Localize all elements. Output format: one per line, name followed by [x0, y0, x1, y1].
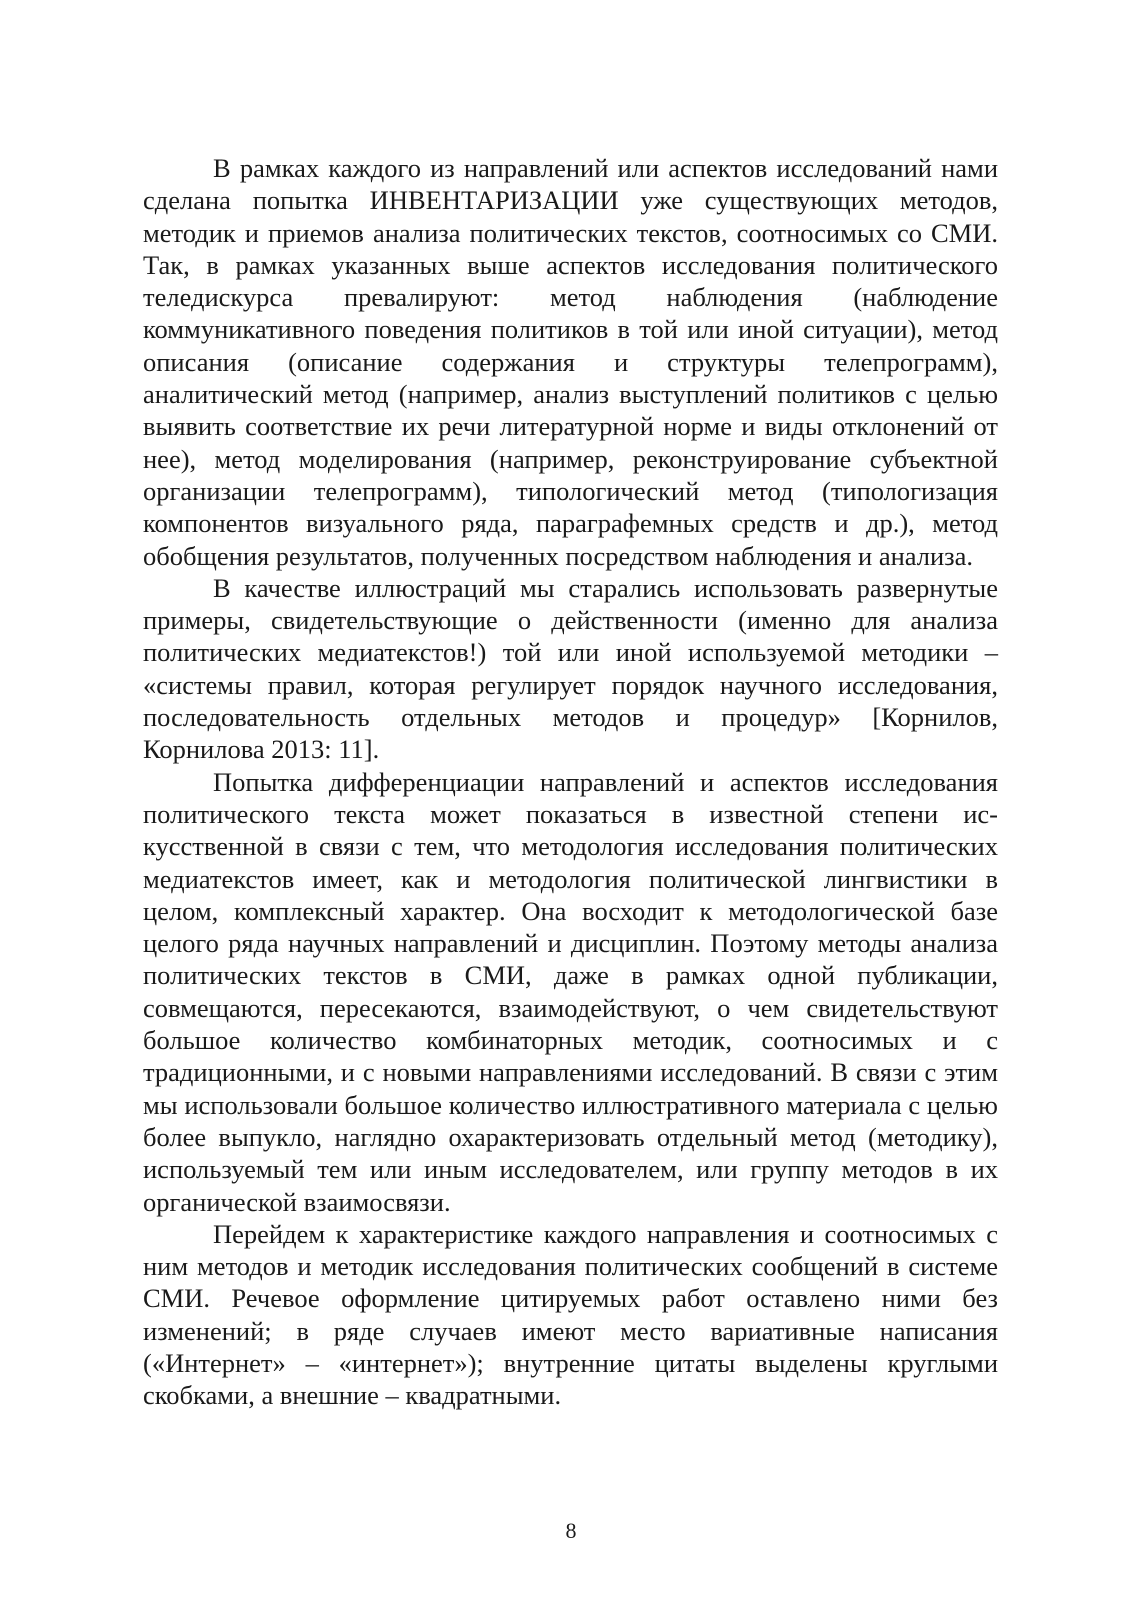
paragraph-differentiation: Попытка дифференциации направлений и аспектов исследования политического текста может показаться в известной степени искусственной в связи с тем, что методология исследования политических медиатекстов имеет, как и методология политической лингвистики в целом, комплексный характер. Она восходит к методологической базе целого ряда научных направлений и дисциплин. Поэтому методы анализа политических текстов в СМИ, даже в рамках одной публикации, совмещаются, пересекаются, взаимодействуют, о чем свидетельствуют большое количество комбинаторных методик, соотносимых и с традиционными, и с новыми направлениями исследований. В связи с этим мы использовали большое количество иллюстративного материала с целью более выпукло, наглядно охарактеризовать отдельный метод (методику), используемый тем или иным исследователем, или группу методов в их органической взаимосвязи.	[143, 766, 998, 1217]
body-text	[143, 152, 998, 1412]
paragraph-characteristics: Перейдем к характеристике каждого направления и соотносимых с ним методов и методик исследования политических сообщений в системе СМИ. Речевое оформление цитируемых работ оставлено ними без изменений; в ряде случаев имеют место вариативные написания («Интернет» – «интернет»); внутренние цитаты выделены круглыми скобками, а внешние – квадратными.	[143, 1218, 998, 1411]
paragraph-inventory: В рамках каждого из направлений или аспектов исследований нами сделана попытка ИНВЕНТАРИЗАЦИИ уже существующих методов, методик и приемов анализа политических текстов, соотносимых со СМИ. Так, в рамках указанных выше аспектов исследования политического теледискурса превалируют: метод наблюдения (наблюдение коммуникативного поведения политиков в той или иной ситуации), метод описания (описание содержания и структуры телепрограмм), аналитический метод (например, анализ выступлений политиков с целью выявить соответствие их речи литературной норме и виды отклонений от нее), метод моделирования (например, реконструирование субъектной организации телепрограмм), типологический метод (типологизация компонентов визуального ряда, параграфемных средств и др.), метод обобщения результатов, полученных посредством наблюдения и анализа.	[143, 153, 998, 571]
paragraph-illustrations: В качестве иллюстраций мы старались использовать развернутые примеры, свидетельствующие о действенности (именно для анализа политических медиатекстов!) той или иной используемой методики – «системы правил, которая регулирует порядок научного исследования, последовательность отдельных методов и процедур» [Корнилов, Корнилова 2013: 11].	[143, 572, 998, 765]
page-number: 8	[565, 1518, 577, 1543]
